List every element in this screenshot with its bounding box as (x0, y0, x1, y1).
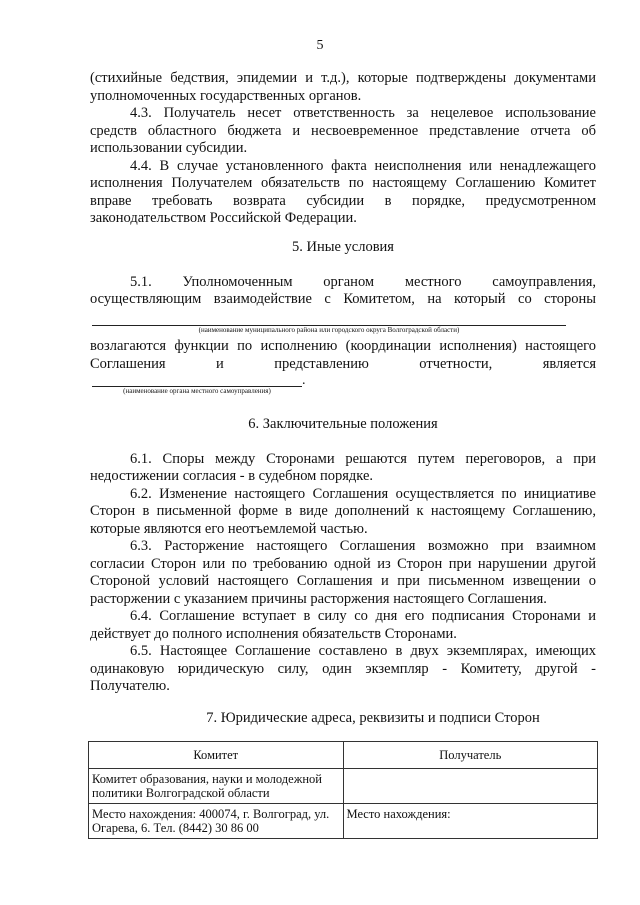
blank-municipality (92, 325, 566, 334)
section-7 (150, 710, 596, 728)
section-4-tail (90, 70, 596, 228)
paragraph-4-2-tail: (стихийные бедствия, эпидемии и т.д.), которые подтверждены документами уполномоченных государственных органов. (90, 70, 596, 104)
heading-section-7: 7. Юридические адреса, реквизиты и подписи Сторон (206, 710, 540, 726)
paragraph-6-4: 6.4. Соглашение вступает в силу со дня его подписания Сторонами и действует до полного исполнения обязательств Сторонами. (90, 608, 596, 642)
paragraph-5-1: 5.1. Уполномоченным органом местного самоуправления, осуществляющим взаимодействие с Комитетом, на который со стороны (90, 273, 596, 307)
table-row (89, 804, 598, 839)
table-row (89, 769, 598, 804)
paragraph-6-1: 6.1. Споры между Сторонами решаются путем переговоров, а при недостижении согласия - в судебном порядке. (90, 450, 596, 484)
caption-municipality: (наименование муниципального района или городского округа Волгоградской области) (198, 326, 460, 334)
paragraph-5-1-continued: возлагаются функции по исполнению (координации исполнения) настоящего Соглашения и представлению отчетности, является (90, 338, 596, 372)
paragraph-5-1-cont (90, 338, 596, 373)
section-6 (90, 416, 596, 696)
paragraph-6-2: 6.2. Изменение настоящего Соглашения осуществляется по инициативе Сторон в письменной форме в виде дополнений к настоящему Соглашению, которые являются его неотъемлемой частью. (90, 485, 596, 537)
committee-address: Место нахождения: 400074, г. Волгоград, ул. Огарева, 6. Тел. (8442) 30 86 00 (89, 804, 344, 839)
recipient-name (343, 769, 598, 804)
blank-line-authority (92, 377, 302, 387)
page-number: 5 (316, 38, 324, 53)
committee-name: Комитет образования, науки и молодежной политики Волгоградской области (89, 769, 344, 804)
section-5 (90, 239, 596, 309)
header-recipient: Получатель (343, 742, 598, 769)
signature-table (88, 741, 598, 839)
caption-authority: (наименование органа местного самоуправления) (123, 387, 271, 395)
period: . (302, 373, 306, 388)
paragraph-4-3: 4.3. Получатель несет ответственность за нецелевое использование средств областного бюджета и несвоевременное представление отчета об использовании субсидии. (90, 105, 596, 156)
heading-section-6: 6. Заключительные положения (248, 416, 438, 432)
recipient-address: Место нахождения: (343, 804, 598, 839)
heading-section-5: 5. Иные условия (292, 239, 394, 255)
blank-authority (92, 375, 312, 395)
paragraph-6-3: 6.3. Расторжение настоящего Соглашения возможно при взаимном согласии Сторон или по требованию одной из Сторон при нарушении другой Стороной условий настоящего Соглашения и при письменном извещении о расторжении с указанием причины расторжения настоящего Соглашения. (90, 538, 596, 607)
paragraph-4-4: 4.4. В случае установленного факта неисполнения или ненадлежащего исполнения Получателем обязательств по настоящему Соглашению Комитет вправе требовать возврата субсидии в порядке, предусмотренном законодательством Российской Федерации. (90, 157, 596, 226)
table-header-row (89, 742, 598, 769)
header-committee: Комитет (89, 742, 344, 769)
paragraph-6-5: 6.5. Настоящее Соглашение составлено в двух экземплярах, имеющих одинаковую юридическую силу, один экземпляр - Комитету, другой - Получателю. (90, 643, 596, 694)
